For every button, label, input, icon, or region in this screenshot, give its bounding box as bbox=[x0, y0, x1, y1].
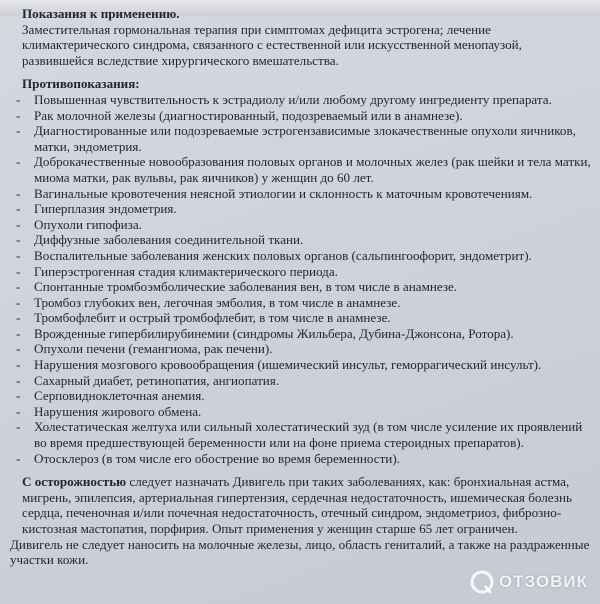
list-item: - Повышенная чувствительность к эстрадиолу и/или любому другому ингредиенту препарата. bbox=[16, 91, 552, 107]
list-item: - Воспалительные заболевания женских половых органов (сальпингоофорит, эндометрит). bbox=[16, 247, 532, 263]
list-item: - Тромбоз глубоких вен, легочная эмболия, в том числе в анамнезе. bbox=[16, 294, 401, 310]
list-item: - Опухоли печени (гемангиома, рак печени). bbox=[16, 341, 273, 357]
caution-paragraph bbox=[22, 474, 595, 536]
list-item: - Вагинальные кровотечения неясной этиологии и склонность к маточным кровотечениям. bbox=[16, 185, 533, 201]
list-item: - Гиперплазия эндометрия. bbox=[16, 201, 177, 217]
leaflet-text bbox=[10, 6, 595, 568]
list-item: - Спонтанные тромбоэмболические заболевания вен, в том числе в анамнезе. bbox=[16, 279, 458, 295]
caution-text: следует назначать Дивигель при таких заболеваниях, как: бронхиальная астма, мигрень, эпилепсия, артериальная гипертензия, сердечная недостаточность, ишемическая болезнь сердца, печеночная и/или почечная недостаточность, отечный синдром, эндометриоз, фиброзно-кистозная мастопатия, порфирия. Опыт применения у женщин старше 65 лет ограничен. bbox=[22, 474, 572, 536]
final-note: Дивигель не следует наносить на молочные железы, лицо, область гениталий, а также на раздраженные участки кожи. bbox=[10, 536, 590, 568]
list-item: - Нарушения жирового обмена. bbox=[16, 403, 202, 419]
otzovik-watermark bbox=[470, 570, 588, 594]
list-item: - Доброкачественные новообразования половых органов и молочных желез (рак шейки и тела матки, миома матки, рак вульвы, рак яичников) у женщин до 60 лет. bbox=[16, 154, 591, 185]
caution-lead: С осторожностью bbox=[22, 474, 127, 490]
otzovik-logo-icon bbox=[470, 570, 494, 594]
list-item: - Тромбофлебит и острый тромбофлебит, в том числе в анамнезе. bbox=[16, 310, 391, 326]
indications-text: Заместительная гормональная терапия при симптомах дефицита эстрогена; лечение климактерического синдрома, связанного с естественной или искусственной менопаузой, развившейся вследствие хирургического вмешательства. bbox=[22, 21, 522, 68]
contraindications-list bbox=[10, 92, 595, 466]
list-item: - Диагностированные или подозреваемые эстрогензависимые злокачественные опухоли яичников, матки, эндометрия. bbox=[16, 123, 576, 154]
list-item: - Рак молочной железы (диагностированный, подозреваемый или в анамнезе). bbox=[16, 107, 463, 123]
list-item: - Холестатическая желтуха или сильный холестатический зуд (в том числе усиление их проявлений во время предшествующей беременности или на фоне приема стероидных препаратов). bbox=[16, 419, 583, 451]
list-item: - Гиперэстрогенная стадия климактерического периода. bbox=[16, 263, 338, 279]
list-item: - Опухоли гипофиза. bbox=[16, 216, 142, 232]
list-item: - Серповидноклеточная анемия. bbox=[16, 388, 205, 404]
list-item: - Отосклероз (в том числе его обострение во время беременности). bbox=[16, 450, 400, 466]
list-item: - Сахарный диабет, ретинопатия, ангиопатия. bbox=[16, 372, 280, 388]
watermark-text: ОТЗОВИК bbox=[498, 572, 588, 591]
list-item: - Нарушения мозгового кровообращения (ишемический инсульт, геморрагический инсульт). bbox=[16, 357, 542, 373]
contraindications-title: Противопоказания: bbox=[22, 76, 140, 92]
indications-title: Показания к применению. bbox=[22, 6, 180, 21]
list-item: - Диффузные заболевания соединительной ткани. bbox=[16, 232, 304, 248]
list-item: - Врожденные гипербилирубинемии (синдромы Жильбера, Дубина-Джонсона, Ротора). bbox=[16, 325, 514, 341]
